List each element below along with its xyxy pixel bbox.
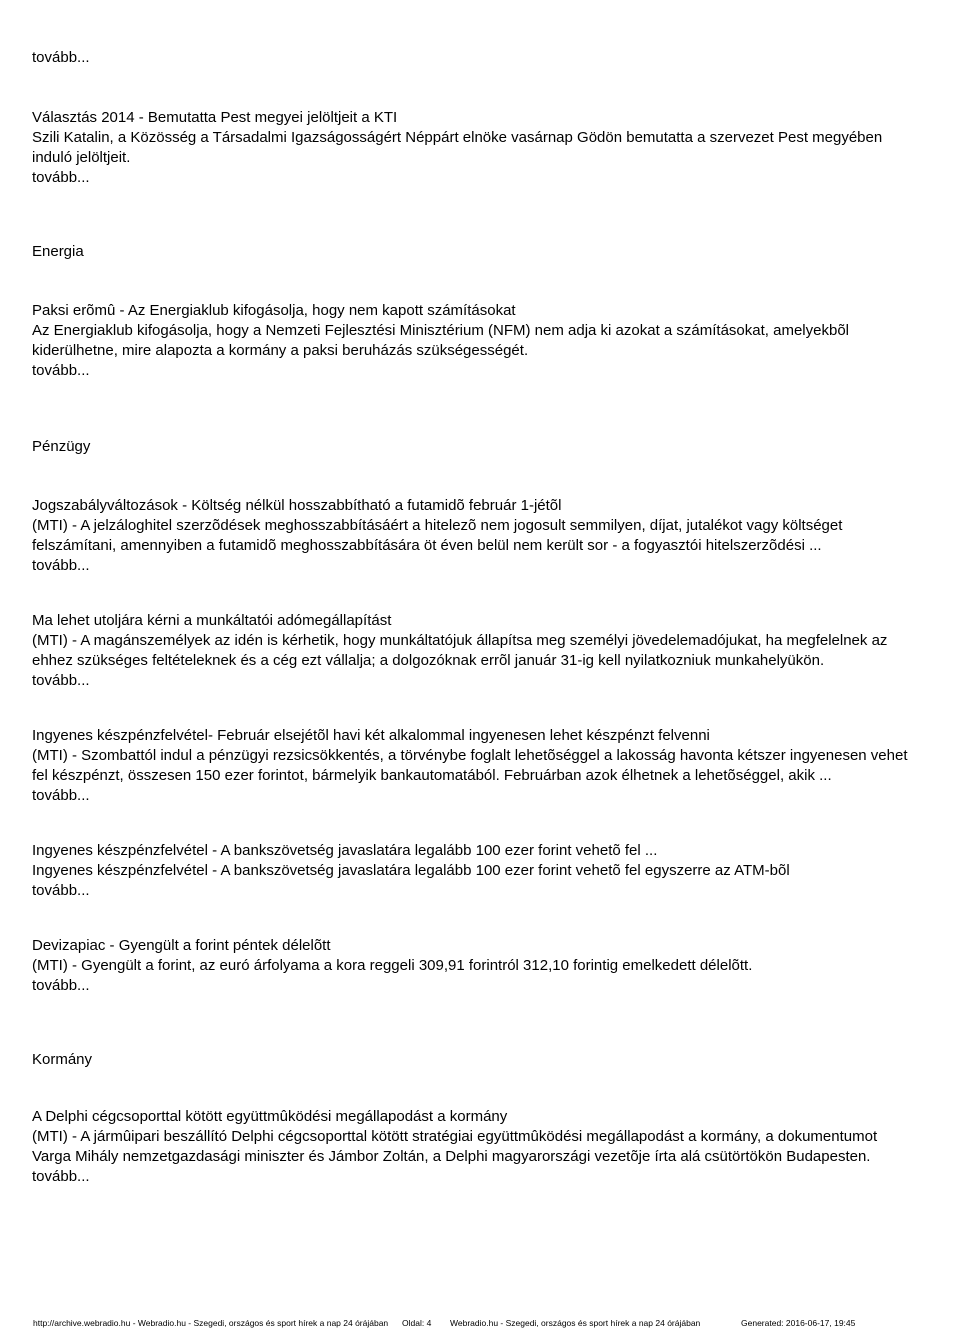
news-article — [32, 496, 912, 576]
news-article — [32, 301, 912, 381]
footer-source-url[interactable]: http://archive.webradio.hu - Webradio.hu - Szegedi, országos és sport hírek a nap 24 órájában — [33, 1318, 389, 1328]
read-more-link[interactable]: tovább... — [32, 977, 90, 994]
news-section — [32, 437, 912, 996]
news-section — [32, 1050, 912, 1187]
news-article — [32, 108, 912, 188]
read-more-link[interactable]: tovább... — [32, 787, 90, 804]
article-body: (MTI) - A jármûipari beszállító Delphi cégcsoporttal kötött stratégiai együttmûködési megállapodást a kormány, a dokumentumot Varga Mihály nemzetgazdasági miniszter és Jámbor Zoltán, a Delphi magyarországi vezetõje írta alá csütörtökön Budapesten. — [32, 1128, 878, 1165]
article-title[interactable]: Ingyenes készpénzfelvétel- Február elsejétõl havi két alkalommal ingyenesen lehet készpénzt felvenni — [32, 727, 710, 744]
news-article — [32, 726, 912, 806]
section-heading: Energia — [32, 243, 84, 260]
document-page — [32, 48, 912, 1187]
read-more-link[interactable]: tovább... — [32, 169, 90, 186]
news-article — [32, 936, 912, 996]
read-more-link[interactable]: tovább... — [32, 557, 90, 574]
article-body: (MTI) - Szombattól indul a pénzügyi rezsicsökkentés, a törvénybe foglalt lehetõséggel a lakosság havonta kétszer ingyenesen vehet fel készpénzt, összesen 150 ezer forintot, bármelyik bankautomatából. Februárban azok élhetnek a lehetõséggel, akik ... — [32, 747, 908, 784]
news-article — [32, 841, 912, 901]
article-title[interactable]: Jogszabályváltozások - Költség nélkül hosszabbítható a futamidõ február 1-jétõl — [32, 497, 562, 514]
footer-site-name: Webradio.hu - Szegedi, országos és sport hírek a nap 24 órájában — [450, 1318, 701, 1328]
news-article — [32, 1107, 912, 1187]
article-body: Az Energiaklub kifogásolja, hogy a Nemzeti Fejlesztési Minisztérium (NFM) nem adja ki azokat a számításokat, amelyekbõl kiderülhetne, mire alapozta a kormány a paksi beruházás szükségességét. — [32, 322, 849, 359]
article-title[interactable]: A Delphi cégcsoporttal kötött együttmûködési megállapodást a kormány — [32, 1108, 508, 1125]
article-title[interactable]: Ingyenes készpénzfelvétel - A bankszövetség javaslatára legalább 100 ezer forint vehetõ fel ... — [32, 842, 658, 859]
article-body: (MTI) - A jelzáloghitel szerzõdések meghosszabbításáért a hitelezõ nem jogosult semmilyen, díjat, jutalékot vagy költséget felszámítani, amennyiben a futamidõ meghosszabbítására öt éven belül nem került sor - a fogyasztói hitelszerzõdési ... — [32, 517, 843, 554]
footer-generated-date: Generated: 2016-06-17, 19:45 — [741, 1318, 856, 1328]
news-article — [32, 611, 912, 691]
read-more-link[interactable]: tovább... — [32, 1168, 90, 1185]
footer-page-number: Oldal: 4 — [402, 1318, 432, 1328]
article-body: (MTI) - A magánszemélyek az idén is kérhetik, hogy munkáltatójuk állapítsa meg személyi jövedelemadójukat, ha megfelelnek az ehhez szükséges feltételeknek és a cég ezt vállalja; a dolgozóknak errõl január 31-ig kell nyilatkozniuk munkahelyükön. — [32, 632, 888, 669]
article-title[interactable]: Ma lehet utoljára kérni a munkáltatói adómegállapítást — [32, 612, 392, 629]
article-body: (MTI) - Gyengült a forint, az euró árfolyama a kora reggeli 309,91 forintról 312,10 forintig emelkedett délelõtt. — [32, 957, 753, 974]
read-more-link[interactable]: tovább... — [32, 882, 90, 899]
read-more-link[interactable]: tovább... — [32, 49, 90, 66]
section-heading: Kormány — [32, 1051, 93, 1068]
section-heading: Pénzügy — [32, 438, 91, 455]
news-section — [32, 108, 912, 188]
article-title[interactable]: Paksi erõmû - Az Energiaklub kifogásolja, hogy nem kapott számításokat — [32, 302, 516, 319]
news-section — [32, 242, 912, 381]
read-more-link[interactable]: tovább... — [32, 672, 90, 689]
article-title[interactable]: Devizapiac - Gyengült a forint péntek délelõtt — [32, 937, 331, 954]
article-body: Ingyenes készpénzfelvétel - A bankszövetség javaslatára legalább 100 ezer forint vehetõ fel egyszerre az ATM-bõl — [32, 862, 790, 879]
article-body: Szili Katalin, a Közösség a Társadalmi Igazságosságért Néppárt elnöke vasárnap Gödön bemutatta a szervezet Pest megyében induló jelöltjeit. — [32, 129, 883, 166]
read-more-link[interactable]: tovább... — [32, 362, 90, 379]
article-title[interactable]: Választás 2014 - Bemutatta Pest megyei jelöltjeit a KTI — [32, 109, 398, 126]
